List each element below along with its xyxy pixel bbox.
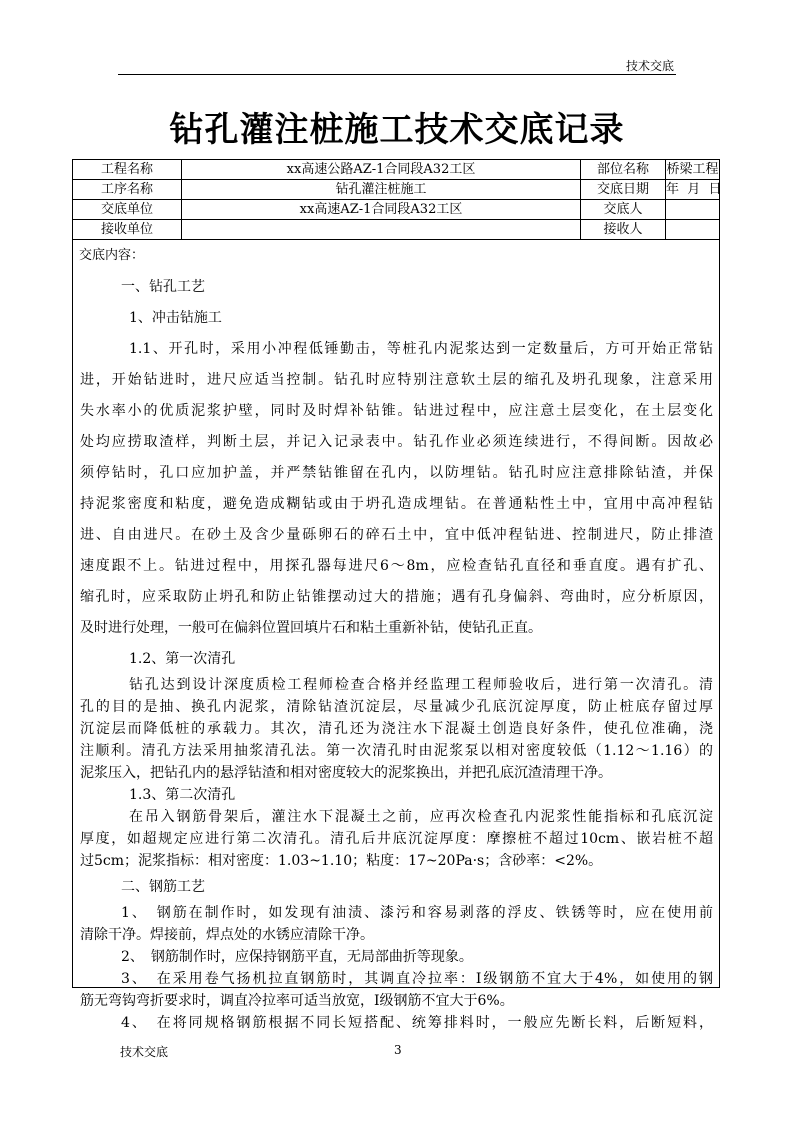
paragraph-line: 进，开始钻进时，进尺应适当控制。钻孔时应特别注意软土层的缩孔及坍孔现象，注意采用 [80,372,713,388]
content-label: 交底内容： [79,248,145,263]
info-row-process [73,180,722,200]
part-name-value: 桥梁工程 [666,162,719,177]
paragraph-line: 失水率小的优质泥浆护壁，同时及时焊补钻锥。钻进过程中，应注意土层变化，在土层变化 [80,403,713,419]
section-heading: 二、钢筋工艺 [121,879,205,895]
paragraph-line: 钻孔达到设计深度质检工程师检查合格并经监理工程师验收后，进行第一次清孔。清 [129,677,713,693]
handover-person-value [666,200,719,219]
paragraph-line: 2、 钢筋制作时，应保持钢筋平直，无局部曲折等现象。 [121,949,473,965]
paragraph-line: 在吊入钢筋骨架后，灌注水下混凝土之前，应再次检查孔内泥浆性能指标和孔底沉淀 [129,809,713,825]
info-row-unit [73,200,719,220]
receiver-label: 接收人 [581,220,666,239]
info-row-project [73,160,719,180]
receiver-value [666,220,719,239]
page-number: 3 [394,1043,402,1057]
paragraph-line: 厚度，如超规定应进行第二次清孔。清孔后井底沉淀厚度：摩擦桩不超过10cm、嵌岩桩不超 [80,831,713,847]
process-name-value: 钻孔灌注桩施工 [182,180,581,199]
header-tag: 技术交底 [625,59,674,73]
handover-unit-label: 交底单位 [73,200,182,219]
paragraph-line: 须停钻时，孔口应加护盖，并严禁钻锥留在孔内，以防埋钻。钻孔时应注意排除钻渣，并保 [80,465,713,481]
paragraph-line: 进、自由进尺。在砂土及含少量砾卵石的碎石土中，宜中低冲程钻进、控制进尺，防止排渣 [80,527,713,543]
paragraph-line: 筋无弯钩弯折要求时，调直冷拉率可适当放宽，Ⅰ级钢筋不宜大于6%。 [80,993,514,1009]
paragraph-line: 处均应捞取渣样，判断土层，并记入记录表中。钻孔作业必须连续进行，不得间断。因故必 [80,434,713,450]
project-name-value: xx高速公路AZ-1合同段A32工区 [182,160,581,179]
project-name-label: 工程名称 [73,160,182,179]
handover-unit-value: xx高速AZ-1合同段A32工区 [182,200,581,219]
paragraph-line: 注顺利。清孔方法采用抽浆清孔法。第一次清孔时由泥浆泵以相对密度较低（1.12～1.16）的 [80,743,713,759]
process-name-label: 工序名称 [73,180,182,199]
paragraph-line: 持泥浆密度和粘度，避免造成糊钻或由于坍孔造成埋钻。在普通粘性土中，宜用中高冲程钻 [80,496,713,512]
receiving-unit-value [182,220,581,239]
paragraph-line: 泥浆压入，把钻孔内的悬浮钻渣和相对密度较大的泥浆换出，并把孔底沉渣清理干净。 [80,765,612,781]
paragraph-line: 过5cm；泥浆指标：相对密度：1.03~1.10；粘度：17~20Pa·s；含砂率：<2%。 [80,853,603,869]
handover-date-value: 年 月 日 [666,182,722,197]
subsection-heading: 1.3、第二次清孔 [129,787,236,803]
paragraph-line: 4、 在将同规格钢筋根据不同长短搭配、统筹排料时，一般应先断长料，后断短料， [121,1015,713,1031]
paragraph-line: 缩孔时，应采取防止坍孔和防止钻锥摆动过大的措施；遇有孔身偏斜、弯曲时，应分析原因， [80,589,713,605]
paragraph-line: 及时进行处理，一般可在偏斜位置回填片石和粘土重新补钻，使钻孔正直。 [80,620,542,636]
paragraph-line: 3、 在采用卷气扬机拉直钢筋时，其调直冷拉率：Ⅰ级钢筋不宜大于4%，如使用的钢 [121,971,713,987]
footer-label: 技术交底 [120,1045,169,1059]
handover-person-label: 交底人 [581,200,666,219]
paragraph-line: 1.1、开孔时，采用小冲程低锤勤击，等桩孔内泥浆达到一定数量后，方可开始正常钻 [129,341,713,357]
info-row-receiver [73,220,719,240]
record-table [72,159,722,1031]
header-rule [118,74,676,75]
section-heading: 一、钻孔工艺 [121,279,205,295]
paragraph-line: 清除干净。焊接前，焊点处的水锈应清除干净。 [80,927,374,943]
paragraph-line: 孔的目的是抽、换孔内泥浆，清除钻渣沉淀层，尽量减少孔底沉淀厚度，防止桩底存留过厚 [80,699,713,715]
handover-date-label: 交底日期 [581,180,666,199]
subsection-heading: 1、冲击钻施工 [129,310,222,326]
paragraph-line: 1、 钢筋在制作时，如发现有油渍、漆污和容易剥落的浮皮、铁锈等时，应在使用前 [121,905,713,921]
page-title: 钻孔灌注桩施工技术交底记录 [169,110,625,150]
paragraph-line: 速度跟不上。钻进过程中，用探孔器每进尺6～8m，应检查钻孔直径和垂直度。遇有扩孔、 [80,558,713,574]
paragraph-line: 沉淀层而降低桩的承载力。其次，清孔还为浇注水下混凝土创造良好条件，使孔位准确，浇 [80,721,713,737]
part-name-label: 部位名称 [581,160,666,179]
subsection-heading: 1.2、第一次清孔 [129,651,236,667]
receiving-unit-label: 接收单位 [73,220,182,239]
